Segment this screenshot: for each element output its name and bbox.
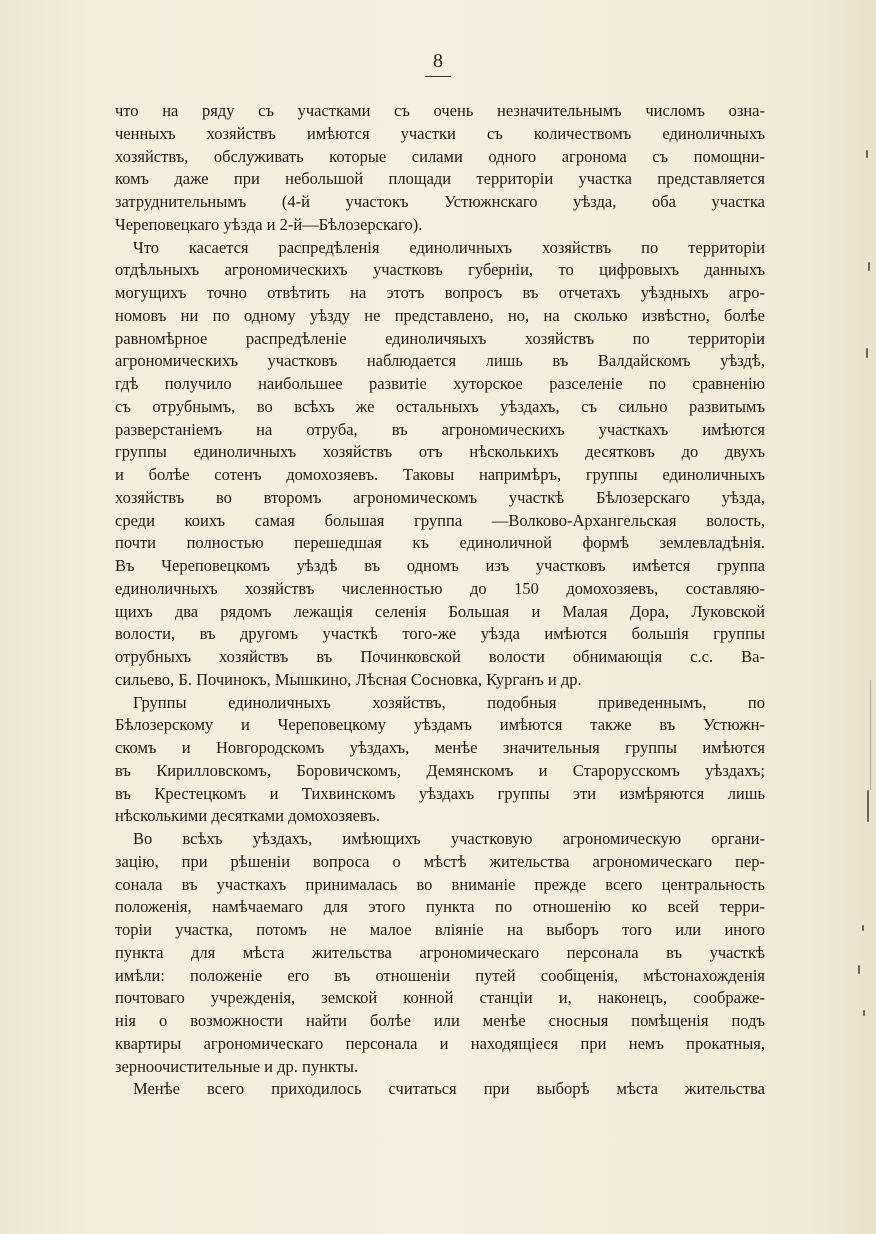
text-line: хозяйствъ во второмъ агрономическомъ участкѣ Бѣлозерскаго уѣзда, bbox=[115, 487, 765, 507]
text-line: положенія, намѣчаемаго для этого пункта по отношенію ко всей терри- bbox=[115, 897, 765, 917]
text-line: могущихъ точно отвѣтить на этотъ вопросъ въ отчетахъ уѣздныхъ агро- bbox=[115, 283, 765, 302]
text-line: скомъ и Новгородскомъ уѣздахъ, менѣе значительныя группы имѣются bbox=[115, 738, 765, 757]
text-line: сонала въ участкахъ принималась во вниманіе прежде всего центральность bbox=[115, 874, 765, 894]
text-line: гдѣ получило наибольшее развитіе хуторское разселеніе по сравненію bbox=[115, 374, 765, 393]
text-line: комъ даже при небольшой площади территоріи участка представляется bbox=[115, 169, 765, 189]
margin-mark bbox=[867, 790, 869, 822]
page-number-text: 8 bbox=[425, 50, 451, 77]
text-line: торіи участка, потомъ не малое вліяніе на выборъ того или иного bbox=[115, 920, 765, 939]
margin-mark bbox=[866, 348, 868, 358]
text-line: Бѣлозерскому и Череповецкому уѣздамъ имѣются также въ Устюжн- bbox=[115, 715, 765, 735]
text-line: пункта для мѣста жительства агрономическаго персонала въ участкѣ bbox=[115, 942, 765, 962]
text-line: квартиры агрономическаго персонала и находящіеся при немъ прокатныя, bbox=[115, 1033, 765, 1053]
text-line: группы единоличныхъ хозяйствъ отъ нѣсколькихъ десятковъ до двухъ bbox=[115, 442, 765, 462]
text-line: зерноочистительные и др. пункты. bbox=[115, 1056, 359, 1076]
text-line: Что касается распредѣленія единоличныхъ хозяйствъ по территоріи bbox=[133, 237, 765, 257]
text-line: и болѣе сотенъ домохозяевъ. Таковы напримѣръ, группы единоличныхъ bbox=[115, 465, 765, 484]
text-line: въ Крестецкомъ и Тихвинскомъ уѣздахъ группы эти измѣряются лишь bbox=[115, 783, 765, 803]
text-line: Менѣе всего приходилось считаться при выборѣ мѣста жительства bbox=[133, 1079, 765, 1099]
text-line: Во всѣхъ уѣздахъ, имѣющихъ участковую агрономическую органи- bbox=[133, 829, 765, 848]
text-line: ченныхъ хозяйствъ имѣются участки съ количествомъ единоличныхъ bbox=[115, 123, 765, 143]
margin-mark bbox=[862, 925, 864, 931]
text-line: съ отрубнымъ, во всѣхъ же остальныхъ уѣздахъ, съ сильно развитымъ bbox=[115, 396, 765, 416]
text-line: зацію, при рѣшеніи вопроса о мѣстѣ жительства агрономическаго пер- bbox=[115, 851, 765, 871]
text-line: единоличныхъ хозяйствъ численностью до 150 домохозяевъ, составляю- bbox=[115, 578, 765, 598]
text-line: равномѣрное распредѣленіе единоличяыхъ хозяйствъ по территоріи bbox=[115, 328, 765, 348]
text-line: въ Кирилловскомъ, Боровичскомъ, Демянскомъ и Старорусскомъ уѣздахъ; bbox=[115, 760, 765, 780]
text-line: номовъ ни по одному уѣзду не представлено, но, на сколько извѣстно, болѣе bbox=[115, 305, 765, 325]
margin-mark bbox=[866, 150, 868, 158]
text-line: Группы единоличныхъ хозяйствъ, подобныя приведеннымъ, по bbox=[133, 692, 765, 712]
text-line: хозяйствъ, обслуживать которые силами одного агронома съ помощни- bbox=[115, 146, 765, 166]
text-line: что на ряду съ участками съ очень незначительнымъ числомъ озна- bbox=[115, 101, 765, 120]
text-line: среди коихъ самая большая группа —Волково-Архангельская волость, bbox=[115, 510, 765, 530]
margin-mark bbox=[858, 965, 860, 974]
margin-mark bbox=[863, 1010, 865, 1016]
text-line: почтоваго учрежденія, земской конной станціи и, наконецъ, соображе- bbox=[115, 988, 765, 1008]
margin-mark bbox=[868, 262, 870, 271]
page-number bbox=[0, 50, 876, 77]
text-line: почти полностью перешедшая къ единоличной формѣ землевладѣнія. bbox=[115, 533, 765, 553]
text-line: Въ Череповецкомъ уѣздѣ въ одномъ изъ участковъ имѣется группа bbox=[115, 556, 765, 575]
text-line: разверстаніемъ на отруба, въ агрономическихъ участкахъ имѣются bbox=[115, 419, 765, 439]
text-line: нѣсколькими десятками домохозяевъ. bbox=[115, 806, 381, 826]
text-line: щихъ два рядомъ лежащія селенія Большая и Малая Дора, Луковской bbox=[115, 601, 765, 621]
body-text bbox=[115, 100, 765, 1101]
margin-mark bbox=[870, 680, 871, 790]
text-line: сильево, Б. Починокъ, Мышкино, Лѣсная Сосновка, Курганъ и др. bbox=[115, 669, 582, 689]
text-line: затруднительнымъ (4-й участокъ Устюжнскаго уѣзда, оба участка bbox=[115, 192, 765, 211]
text-line: Череповецкаго уѣзда и 2-й—Бѣлозерскаго). bbox=[115, 214, 423, 234]
text-line: отрубныхъ хозяйствъ въ Починковской волости обнимающія с.с. Ва- bbox=[115, 647, 765, 666]
text-line: нія о возможности найти болѣе или менѣе сносныя помѣщенія подъ bbox=[115, 1011, 765, 1030]
text-line: имѣли: положеніе его въ отношеніи путей сообщенія, мѣстонахожденія bbox=[115, 965, 765, 985]
text-line: отдѣльныхъ агрономическихъ участковъ губерніи, то цифровыхъ данныхъ bbox=[115, 260, 765, 280]
text-line: волости, въ другомъ участкѣ того-же уѣзда имѣются большія группы bbox=[115, 624, 765, 644]
text-line: агрономическихъ участковъ наблюдается лишь въ Валдайскомъ уѣздѣ, bbox=[115, 351, 765, 371]
